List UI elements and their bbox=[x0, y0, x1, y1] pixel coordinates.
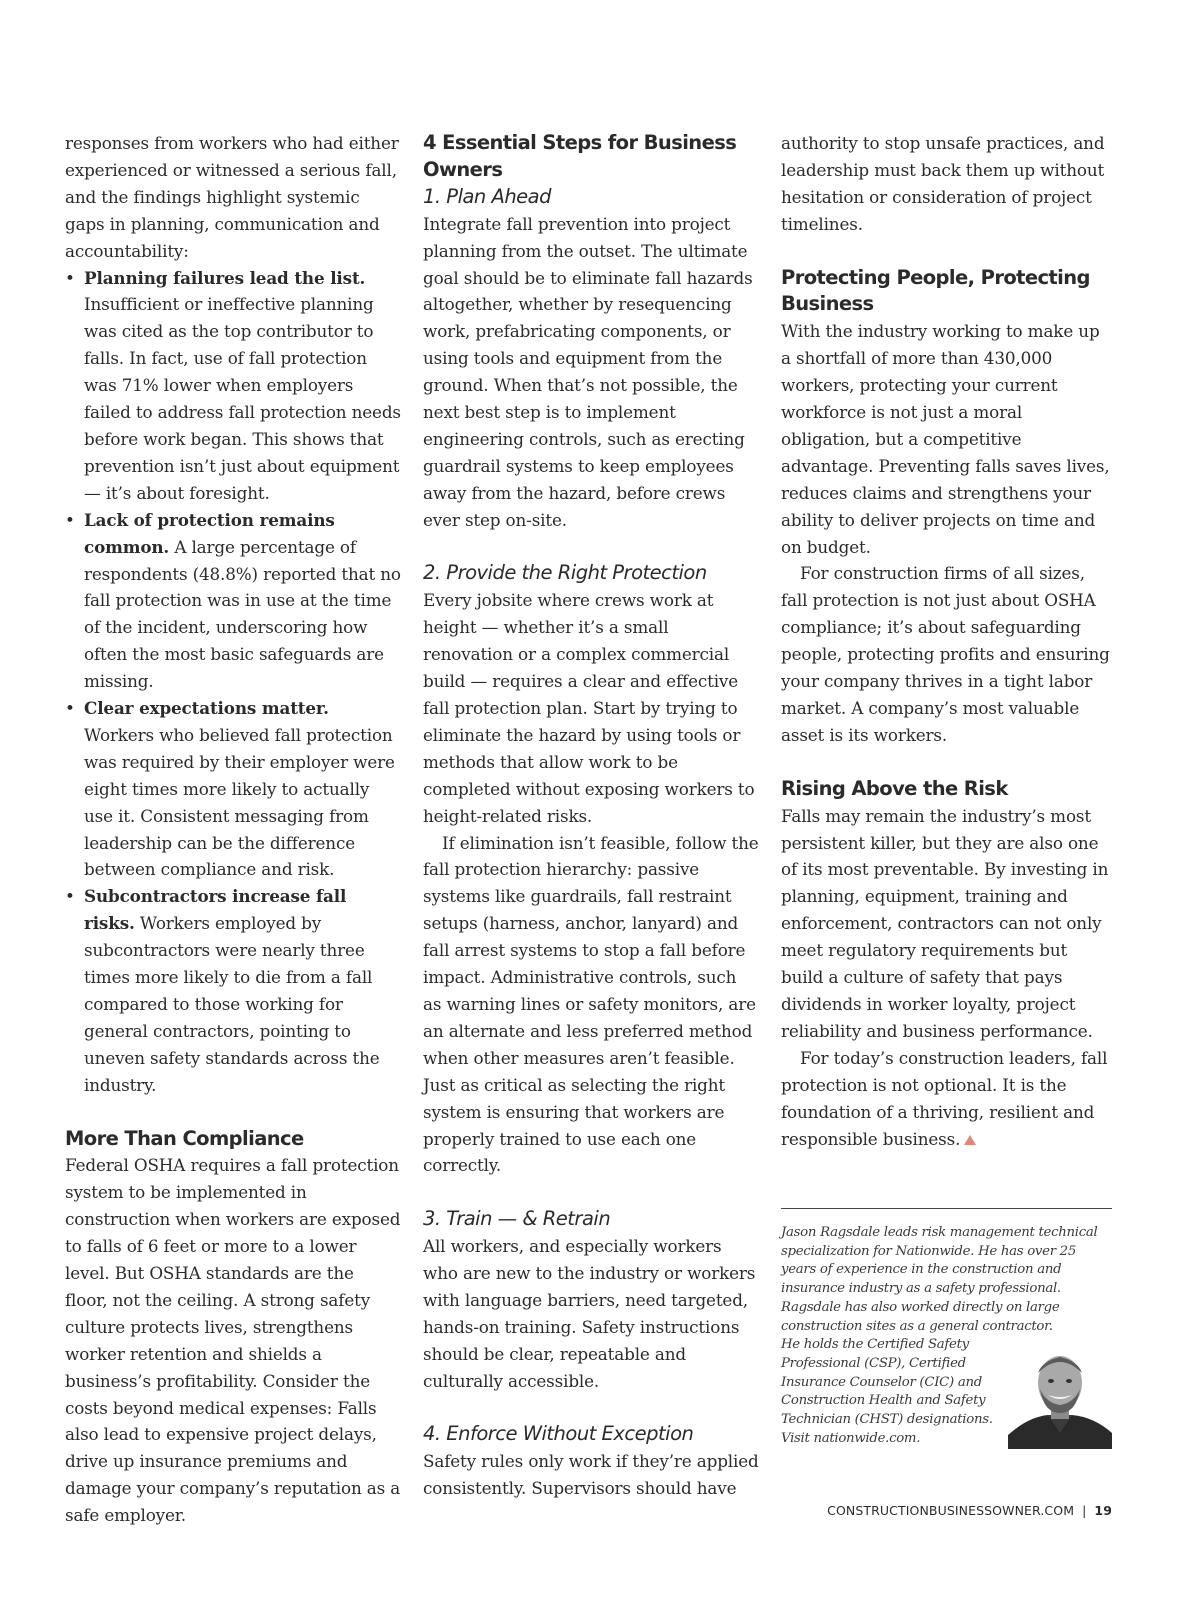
section-heading-steps: 4 Essential Steps for Business Owners bbox=[423, 131, 737, 181]
step-3-paragraph: All workers, and especially workers who are new to the industry or workers with language barriers, need targeted, hands-on training. Safety instructions should be clear, repeatable and culturally accessible. bbox=[423, 1236, 756, 1391]
step-2-paragraph: Every jobsite where crews work at height — whether it’s a small renovation or a complex commercial build — requires a clear and effective fall protection plan. Start by trying to eliminate the hazard by using tools or methods that allow work to be completed without exposing workers to height-related risks. bbox=[423, 590, 755, 826]
column-2 bbox=[423, 130, 759, 1502]
list-item bbox=[65, 265, 401, 507]
list-item bbox=[65, 507, 401, 695]
column-1 bbox=[65, 130, 401, 1529]
list-item bbox=[65, 883, 401, 1098]
end-mark-icon bbox=[964, 1135, 976, 1145]
continued-paragraph: authority to stop unsafe practices, and leadership must back them up without hesitation or consideration of project timelines. bbox=[781, 133, 1105, 234]
findings-list bbox=[65, 265, 401, 1099]
rising-paragraph-2 bbox=[781, 1045, 1112, 1153]
compliance-paragraph: Federal OSHA requires a fall protection system to be implemented in construction when workers are exposed to falls of 6 feet or more to a lower level. But OSHA standards are the floor, not the ceiling. A strong safety culture protects lives, strengthens worker retention and shields a business’s profitability. Consider the costs beyond medical expenses: Falls also lead to expensive project delays, drive up insurance premiums and damage your company’s reputation as a safe employer. bbox=[65, 1155, 401, 1526]
step-4-paragraph: Safety rules only work if they’re applied consistently. Supervisors should have bbox=[423, 1451, 759, 1499]
step-2-paragraph-2: If elimination isn’t feasible, follow the fall protection hierarchy: passive systems like guardrails, fall restraint setups (harness, anchor, lanyard) and fall arrest systems to stop a fall before impact. Administrative controls, such as warning lines or safety monitors, are an alternate and less preferred method when other measures aren’t feasible. Just as critical as selecting the right system is ensuring that workers are properly trained to use each one correctly. bbox=[423, 832, 759, 1176]
bullet-text: Insufficient or ineffective planning was cited as the top contributor to falls. In fact, use of fall protection was 71% lower when employers failed to address fall protection needs before work began. This shows that prevention isn’t just about equipment — it’s about foresight. bbox=[84, 294, 401, 503]
page-number: 19 bbox=[1094, 1503, 1112, 1518]
page-footer bbox=[827, 1503, 1112, 1518]
section-heading-rising: Rising Above the Risk bbox=[781, 776, 1008, 800]
bullet-lead: Lack of protection remains common. bbox=[84, 509, 335, 557]
closing-text: For today’s construction leaders, fall protection is not optional. It is the foundation of a thriving, resilient and responsible business. bbox=[781, 1047, 1108, 1149]
protecting-paragraph-2: For construction firms of all sizes, fall protection is not just about OSHA compliance; it’s about safeguarding people, protecting profits and ensuring your company thrives in a tight labor market. A company’s most valuable asset is its workers. bbox=[781, 563, 1110, 745]
footer-separator: | bbox=[1082, 1503, 1087, 1518]
step-1-title: 1. Plan Ahead bbox=[423, 184, 552, 208]
section-heading-compliance: More Than Compliance bbox=[65, 1126, 304, 1150]
bullet-text: Workers who believed fall protection was required by their employer were eight times more likely to actually use it. Consistent messaging from leadership can be the difference between compliance and risk. bbox=[84, 724, 395, 880]
bullet-lead: Clear expectations matter. bbox=[84, 698, 329, 719]
step-1-paragraph: Integrate fall prevention into project planning from the outset. The ultimate goal should be to eliminate fall hazards altogether, whether by resequencing work, prefabricating components, or using tools and equipment from the ground. When that’s not possible, the next best step is to implement engineering controls, such as erecting guardrail systems to keep employees away from the hazard, before crews ever step on-site. bbox=[423, 213, 753, 530]
step-2-title: 2. Provide the Right Protection bbox=[423, 561, 707, 585]
intro-paragraph: responses from workers who had either experienced or witnessed a serious fall, and the findings highlight systemic gaps in planning, communication and accountability: bbox=[65, 133, 399, 261]
footer-site: CONSTRUCTIONBUSINESSOWNER.COM bbox=[827, 1503, 1075, 1518]
bio-text-1: Jason Ragsdale leads risk management technical specialization for Nationwide. He has over 25 years of experience in the construction and insurance industry as a safety professional. Ragsdale has also worked directly on large construction sites as a general contractor. bbox=[781, 1225, 1098, 1334]
list-item bbox=[65, 695, 401, 883]
column-3 bbox=[781, 130, 1112, 1152]
bullet-lead: Planning failures lead the list. bbox=[84, 267, 366, 288]
section-heading-protecting: Protecting People, Protecting Business bbox=[781, 265, 1090, 316]
rising-paragraph: Falls may remain the industry’s most persistent killer, but they are also one of its most preventable. By investing in planning, equipment, training and enforcement, contractors can not only meet regulatory requirements but build a culture of safety that pays dividends in worker loyalty, project reliability and business performance. bbox=[781, 805, 1109, 1041]
bullet-text: A large percentage of respondents (48.8%) reported that no fall protection was in use at the time of the incident, underscoring how often the most basic safeguards are missing. bbox=[84, 536, 401, 692]
bullet-lead: Subcontractors increase fall risks. bbox=[84, 886, 347, 934]
step-4-title: 4. Enforce Without Exception bbox=[423, 1422, 694, 1446]
protecting-paragraph: With the industry working to make up a shortfall of more than 430,000 workers, protecting your current workforce is not just a moral obligation, but a competitive advantage. Preventing falls saves lives, reduces claims and strengthens your ability to deliver projects on time and on budget. bbox=[781, 321, 1110, 557]
step-3-title: 3. Train — & Retrain bbox=[423, 1207, 611, 1231]
bio-text-2: He holds the Certified Safety Professional (CSP), Certified Insurance Counselor (CIC) and Construction Health and Safety Technician (CHST) designations. Visit nationwide.com. bbox=[781, 1337, 993, 1446]
author-photo bbox=[1008, 1343, 1112, 1449]
bullet-text: Workers employed by subcontractors were nearly three times more likely to die from a fall compared to those working for general contractors, pointing to uneven safety standards across the industry. bbox=[84, 913, 380, 1095]
bio-divider bbox=[781, 1208, 1112, 1209]
